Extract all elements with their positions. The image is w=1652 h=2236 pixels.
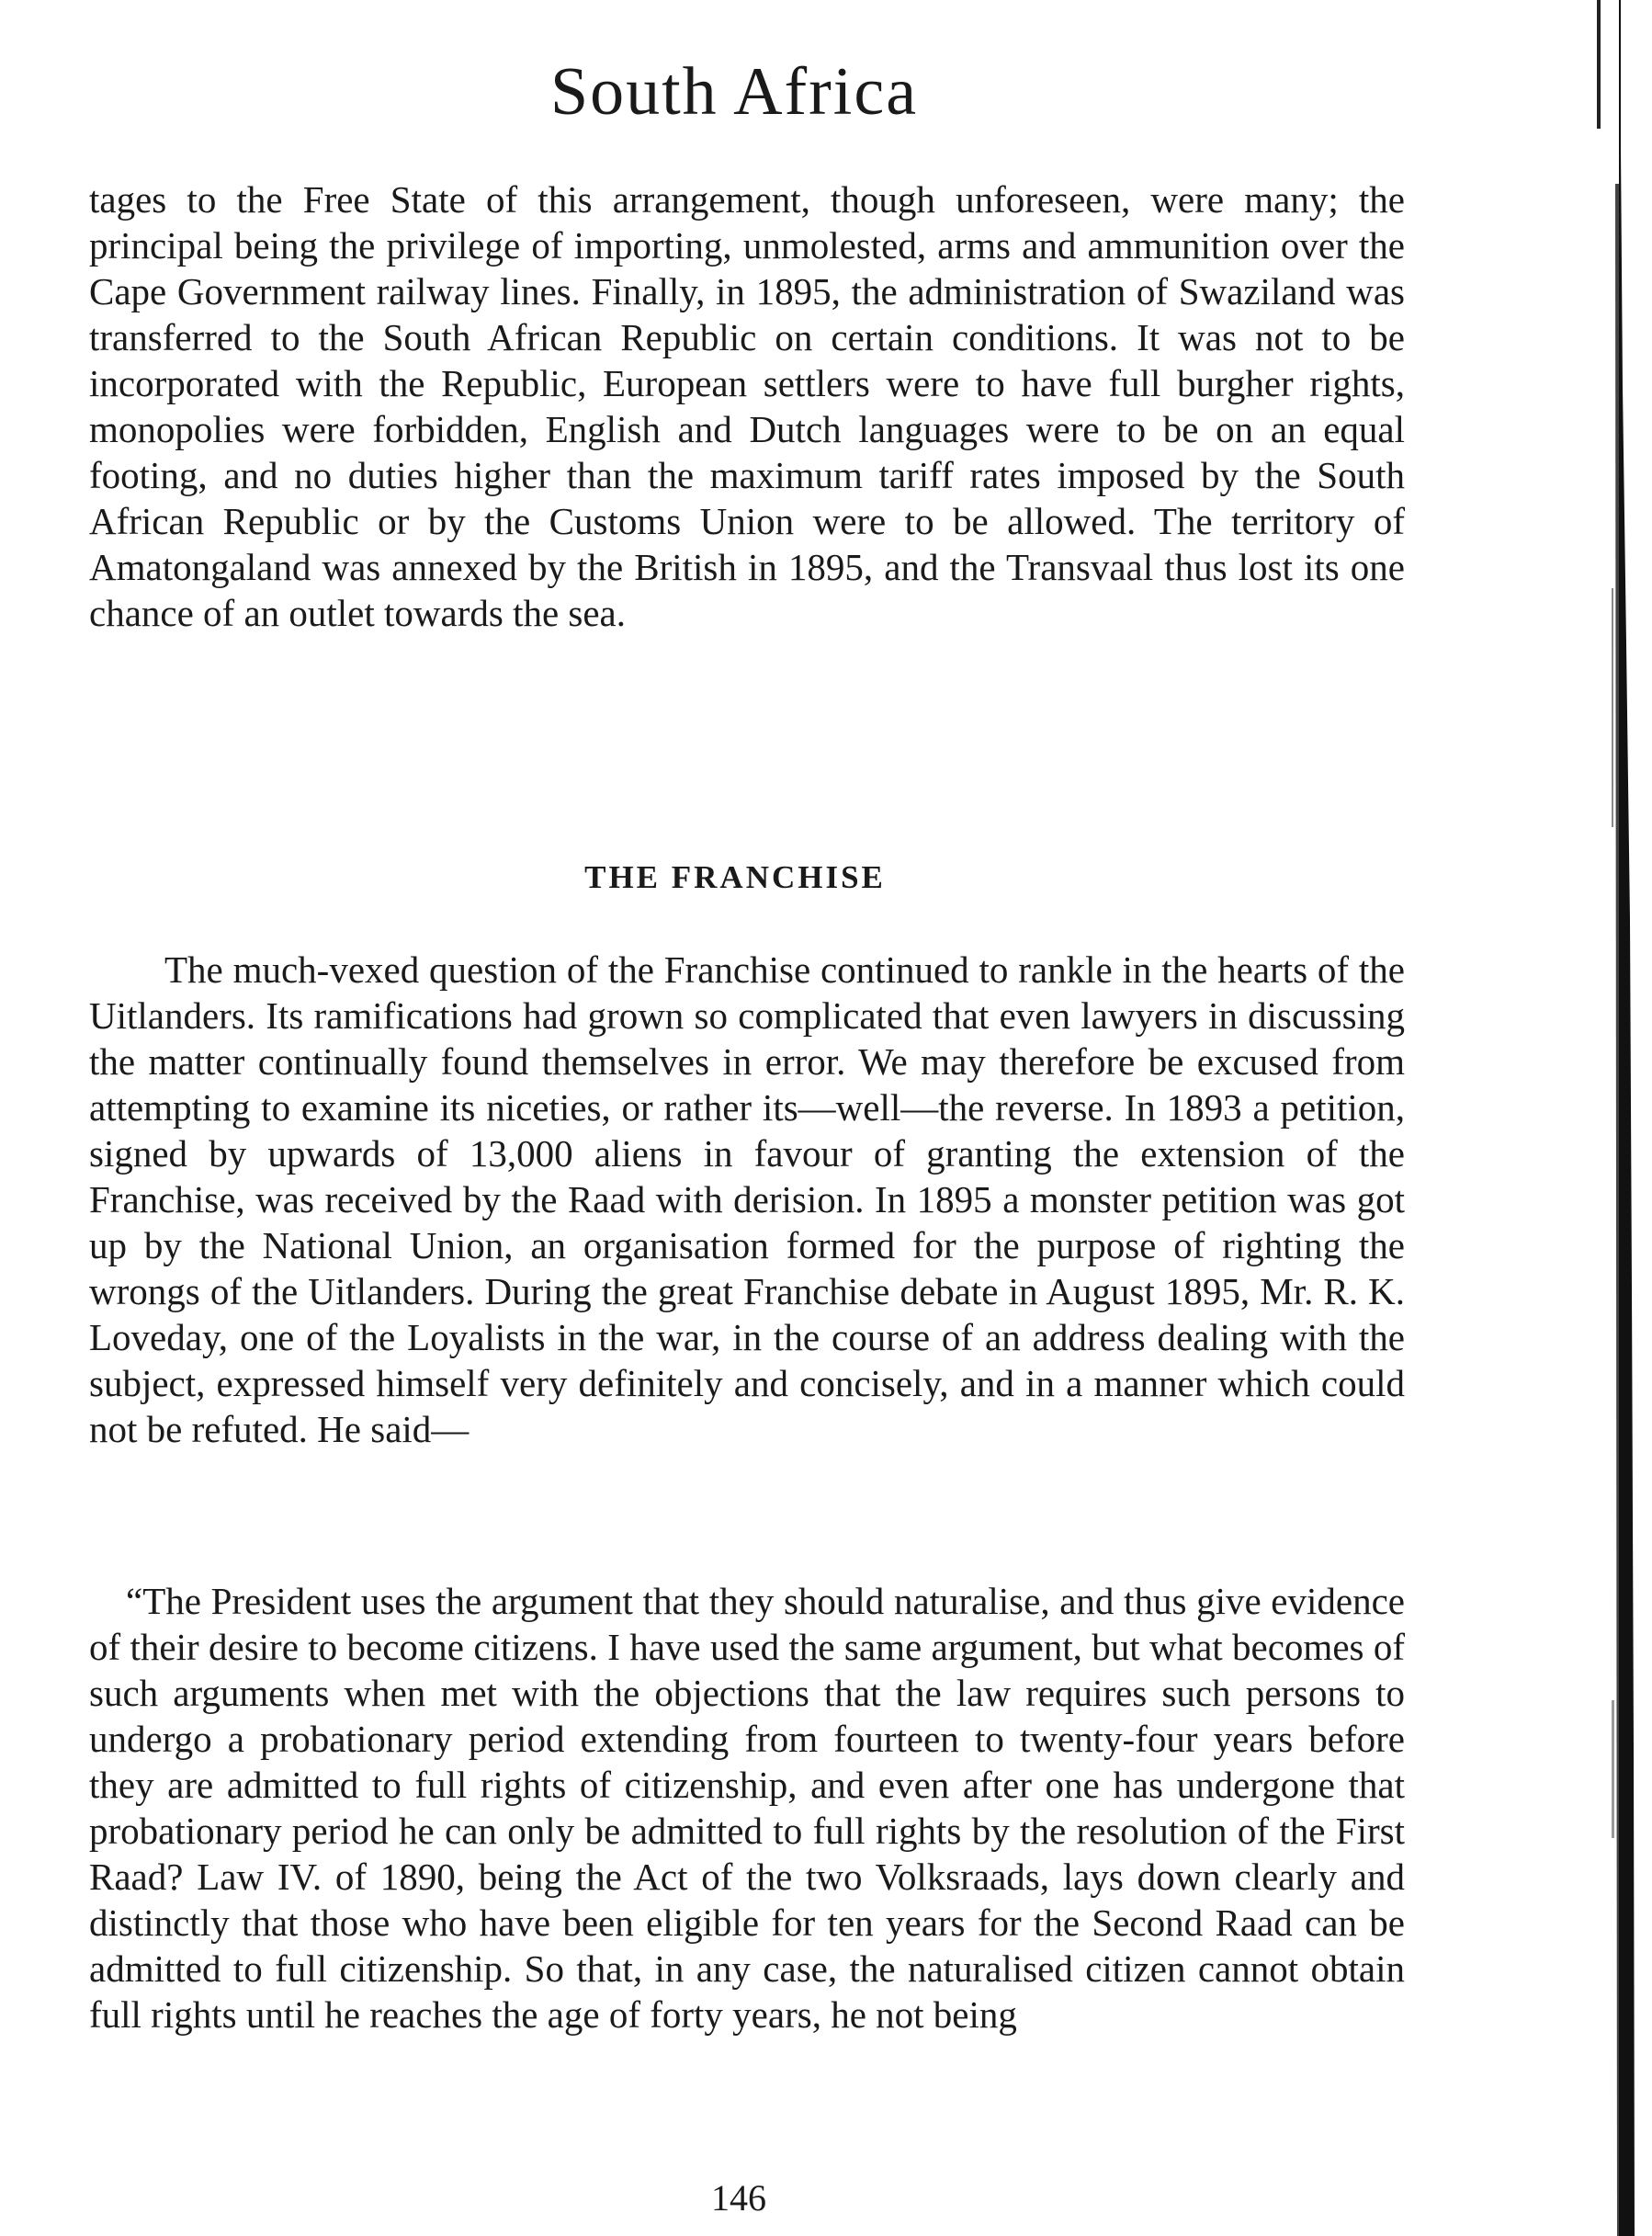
body-paragraph-quote <box>89 1578 1405 2037</box>
page-number: 146 <box>711 2177 766 2219</box>
quote-text: “The President uses the argument that they should naturalise, and thus give evidence of their desire to become citizens. I have used the same argument, but what becomes of such arguments when met with the objections that the law requires such persons to undergo a probationary period extending from fourteen to twenty-four years before they are admitted to full rights of citizenship, and even after one has undergone that probationary period he can only be admitted to full rights by the resolution of the First Raad? Law IV. of 1890, being the Act of the two Volksraads, lays down clearly and distinctly that those who have been eligible for ten years for the Second Raad can be admitted to full citizenship. So that, in any case, the naturalised citizen cannot obtain full rights until he reaches the age of forty years, he not being <box>89 1580 1405 2036</box>
paragraph-text: tages to the Free State of this arrangement, though unforeseen, were many; the principal being the privilege of importing, unmolested, arms and ammunition over the Cape Government railway lines. Finally, in 1895, the administration of Swaziland was transferred to the South African Republic on certain conditions. It was not to be incorporated with the Republic, European settlers were to have full burgher rights, monopolies were forbidden, English and Dutch languages were to be on an equal footing, and no duties higher than the maximum tariff rates imposed by the South African Republic or by the Customs Union were to be allowed. The territory of Amatongaland was annexed by the British in 1895, and the Transvaal thus lost its one chance of an outlet towards the sea. <box>89 178 1405 634</box>
page-title: South Africa <box>549 54 919 130</box>
body-paragraph-franchise <box>89 947 1405 1452</box>
body-paragraph-continuation <box>89 176 1405 636</box>
binding-edge-thin <box>1597 0 1601 129</box>
section-heading: THE FRANCHISE <box>584 859 886 895</box>
paragraph-text: The much-vexed question of the Franchise continued to rankle in the hearts of the Uitlanders. Its ramifications had grown so complicated that even lawyers in discussing the matter continually found themselves in error. We may therefore be excused from attempting to examine its niceties, or rather its—well—the reverse. In 1893 a petition, signed by upwards of 13,000 aliens in favour of granting the extension of the Franchise, was received by the Raad with derision. In 1895 a monster petition was got up by the National Union, an organisation formed for the purpose of righting the wrongs of the Uitlanders. During the great Franchise debate in August 1895, Mr. R. K. Loveday, one of the Loyalists in the war, in the course of an address dealing with the subject, expressed himself very definitely and concisely, and in a manner which could not be refuted. He said— <box>89 948 1405 1450</box>
binding-edge-shadow <box>1606 0 1635 2236</box>
